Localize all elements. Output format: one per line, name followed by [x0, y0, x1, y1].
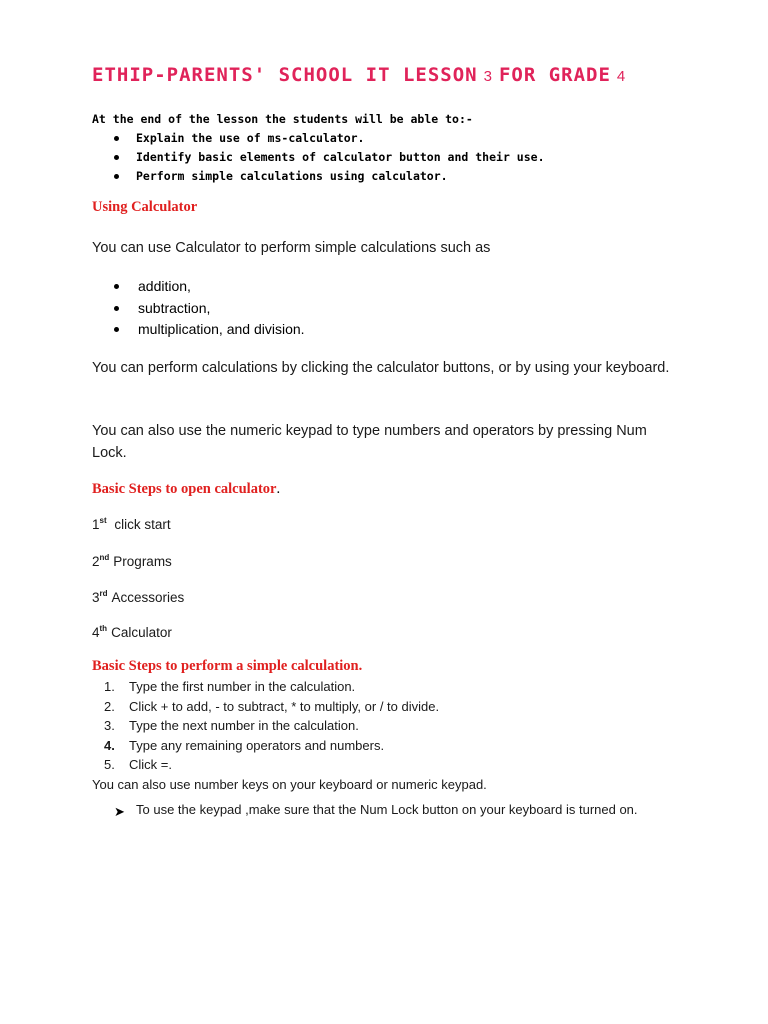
step-number: 1: [92, 517, 100, 532]
step-text: Type the first number in the calculation.: [129, 679, 356, 694]
step-ordinal: th: [99, 624, 108, 633]
calculations-paragraph: You can perform calculations by clicking the calculator buttons, or by using your keyboard.: [92, 360, 670, 376]
step-number: 3: [92, 590, 100, 605]
step-number: 5.: [104, 757, 115, 772]
step-text: Accessories: [111, 590, 185, 605]
calculation-step: [104, 736, 439, 756]
calculation-steps-list: [104, 677, 439, 775]
step-number: 1.: [104, 679, 115, 694]
operation-item: subtraction,: [112, 298, 305, 320]
step-text: Click =.: [129, 757, 172, 772]
open-step-2: [92, 553, 172, 569]
calculation-step: [104, 716, 439, 736]
step-text: Type any remaining operators and numbers.: [129, 737, 385, 753]
objectives-intro: At the end of the lesson the students will be able to:-: [92, 112, 473, 126]
using-calculator-heading: Using Calculator: [92, 199, 198, 215]
step-text: Click + to add, - to subtract, * to multiply, or / to divide.: [129, 698, 440, 714]
calculation-step: [104, 697, 439, 717]
title-part1: ETHIP-PARENTS' SCHOOL IT LESSON: [92, 64, 478, 86]
lesson-number: 3: [483, 68, 493, 85]
open-step-1: [92, 516, 171, 532]
objectives-list: [92, 129, 692, 186]
using-calculator-intro: You can use Calculator to perform simple calculations such as: [92, 240, 491, 256]
operation-item: addition,: [112, 276, 305, 298]
num-lock-tip-text: To use the keypad ,make sure that the Num Lock button on your keyboard is turned on.: [136, 802, 638, 817]
step-number: 2: [92, 554, 100, 569]
step-number: 4.: [104, 737, 115, 753]
step-number: 3.: [104, 718, 115, 733]
step-text: Type the next number in the calculation.: [129, 718, 359, 733]
number-keys-note: You can also use number keys on your keyboard or numeric keypad.: [92, 777, 487, 792]
step-text: Programs: [113, 554, 172, 569]
open-calculator-heading: [92, 481, 280, 498]
arrowhead-icon: ➤: [114, 804, 125, 819]
step-ordinal: st: [99, 516, 107, 525]
step-text: Calculator: [111, 625, 172, 640]
title-part2: FOR GRADE: [498, 64, 611, 86]
calculation-step: [104, 755, 439, 775]
learning-objectives: [92, 110, 692, 186]
objective-item: Perform simple calculations using calculator.: [136, 167, 692, 186]
objective-item: Identify basic elements of calculator button and their use.: [136, 148, 692, 167]
step-text: click start: [110, 517, 171, 532]
lesson-title: [92, 64, 632, 86]
operation-item: multiplication, and division.: [112, 319, 305, 341]
simple-calculation-heading: Basic Steps to perform a simple calculation.: [92, 658, 363, 674]
numeric-keypad-paragraph: You can also use the numeric keypad to type numbers and operators by pressing Num Lock.: [92, 423, 647, 461]
objective-item: Explain the use of ms-calculator.: [136, 129, 692, 148]
step-number: 2.: [104, 698, 115, 714]
open-step-4: [92, 624, 172, 640]
num-lock-tip: [112, 798, 696, 821]
operations-list: [112, 276, 305, 341]
calculation-step: [104, 677, 439, 697]
step-ordinal: rd: [99, 589, 108, 598]
open-calculator-heading-text: Basic Steps to open calculator: [92, 481, 277, 497]
open-step-3: [92, 589, 184, 605]
step-number: 4: [92, 625, 100, 640]
heading-period: .: [276, 481, 281, 497]
grade-number: 4: [616, 68, 627, 85]
step-ordinal: nd: [99, 553, 110, 562]
